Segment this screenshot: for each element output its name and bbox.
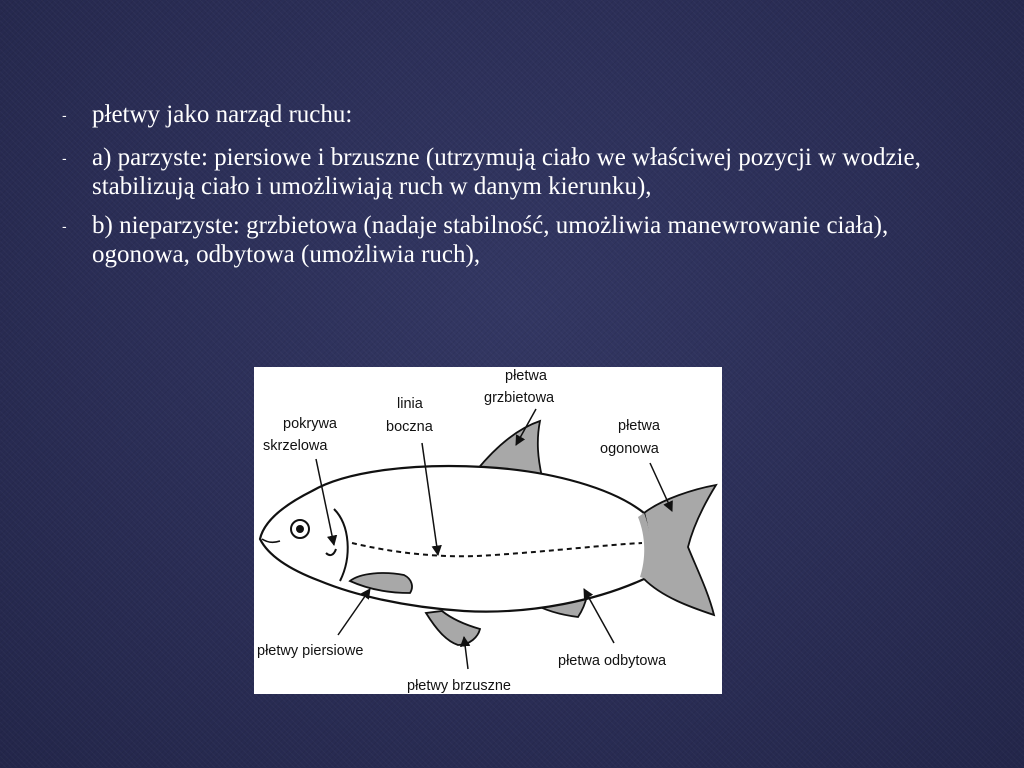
bullet-item-3 — [58, 209, 958, 269]
arrow-pectoral-fins — [338, 589, 370, 635]
label-gill-cover-1: pokrywa — [283, 416, 337, 432]
bullet-text-unpaired-fins: b) nieparzyste: grzbietowa (nadaje stabilność, umożliwia manewrowanie ciała), ogonowa, odbytowa (umożliwia ruch), — [92, 212, 889, 268]
fish-pupil — [296, 525, 304, 533]
label-pectoral-fins: płetwy piersiowe — [257, 643, 364, 659]
bullet-item-2 — [58, 141, 958, 201]
label-pelvic-fins: płetwy brzuszne — [407, 678, 511, 694]
pelvic-fin — [426, 611, 480, 645]
label-lateral-line-1: linia — [397, 396, 423, 412]
label-tail-fin-1: płetwa — [618, 418, 660, 434]
bullet-list — [58, 98, 958, 277]
label-anal-fin: płetwa odbytowa — [558, 653, 667, 669]
arrow-anal-fin — [584, 589, 614, 643]
fish-diagram-svg — [254, 367, 722, 694]
bullet-marker: - — [62, 218, 67, 234]
bullet-marker: - — [62, 150, 67, 166]
label-dorsal-fin-2: grzbietowa — [484, 390, 555, 406]
bullet-text-fins-intro: płetwy jako narząd ruchu: — [92, 101, 353, 128]
bullet-text-paired-fins: a) parzyste: piersiowe i brzuszne (utrzymują ciało we właściwej pozycji w wodzie, stabilizują ciało i umożliwiają ruch w danym kierunku), — [92, 144, 921, 200]
fish-body — [260, 466, 649, 612]
bullet-item-1 — [58, 98, 958, 133]
label-tail-fin-2: ogonowa — [600, 441, 659, 457]
label-lateral-line-2: boczna — [386, 419, 433, 435]
tail-fin — [644, 485, 716, 615]
label-dorsal-fin-1: płetwa — [505, 368, 547, 384]
fish-diagram — [254, 367, 722, 694]
bullet-marker: - — [62, 107, 67, 123]
label-gill-cover-2: skrzelowa — [263, 438, 328, 454]
